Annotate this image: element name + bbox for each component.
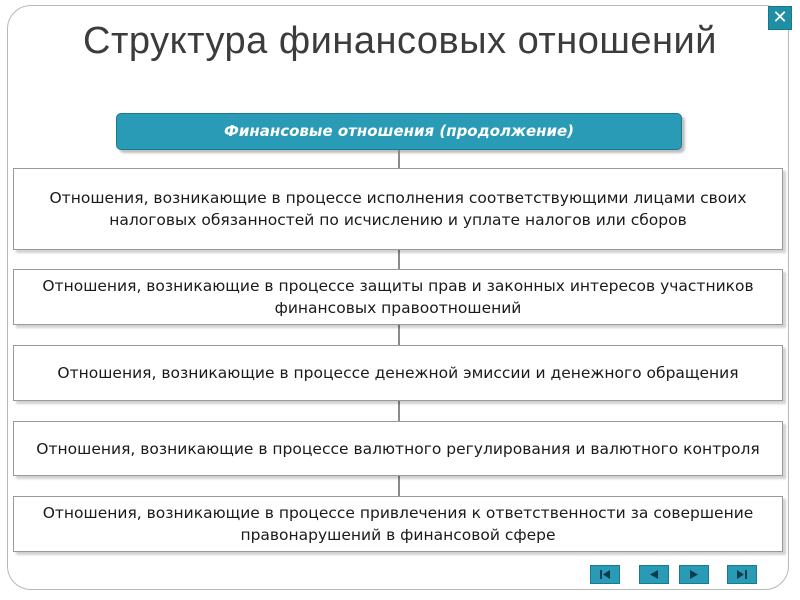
diagram-item-box: Отношения, возникающие в процессе денежной эмиссии и денежного обращения xyxy=(13,345,783,401)
page-title: Структура финансовых отношений xyxy=(83,20,717,62)
last-slide-icon xyxy=(728,566,756,583)
previous-slide-icon xyxy=(640,566,668,583)
previous-slide-button[interactable] xyxy=(639,565,669,584)
diagram-item-box: Отношения, возникающие в процессе привлечения к ответственности за совершение правонарушений в финансовой сфере xyxy=(13,496,783,552)
next-slide-icon xyxy=(680,566,708,583)
first-slide-icon xyxy=(591,566,619,583)
last-slide-button[interactable] xyxy=(727,565,757,584)
diagram-item-box: Отношения, возникающие в процессе валютного регулирования и валютного контроля xyxy=(13,421,783,476)
connector-line xyxy=(398,250,400,269)
next-slide-button[interactable] xyxy=(679,565,709,584)
diagram-header: Финансовые отношения (продолжение) xyxy=(116,113,682,150)
diagram-item-box: Отношения, возникающие в процессе исполнения соответствующими лицами своих налоговых обязанностей по исчислению и уплате налогов или сборов xyxy=(13,168,783,250)
close-icon: ✕ xyxy=(772,7,788,28)
connector-line xyxy=(398,325,400,345)
connector-line xyxy=(398,150,400,168)
connector-line xyxy=(398,476,400,496)
diagram-item-box: Отношения, возникающие в процессе защиты прав и законных интересов участников финансовых правоотношений xyxy=(13,269,783,325)
first-slide-button[interactable] xyxy=(590,565,620,584)
connector-line xyxy=(398,401,400,421)
